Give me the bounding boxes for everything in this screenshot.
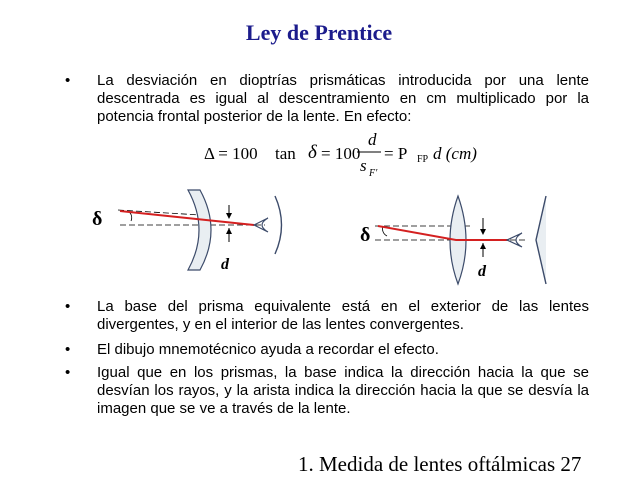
bullet-item <box>65 341 589 359</box>
formula-denominator: s <box>360 156 367 175</box>
bullet-item <box>65 72 589 126</box>
right-d-label: d <box>478 263 486 280</box>
d-arrowhead-top <box>226 213 232 219</box>
prentice-formula <box>0 130 638 178</box>
prism-mnemonic-icon <box>275 196 282 254</box>
formula-delta: δ <box>308 142 317 163</box>
bullet-text: El dibujo mnemotécnico ayuda a recordar el efecto. <box>97 341 439 358</box>
bullet-dot: • <box>65 72 71 89</box>
left-delta-label: δ <box>92 208 103 230</box>
left-diagram <box>92 190 282 273</box>
bullet-text: Igual que en los prismas, la base indica la dirección hacia la que se desvían los rayos, y la arista indica la dirección hacia la que se desvía la imagen que se ve a través de la lente. <box>97 364 589 417</box>
bullet-dot: • <box>65 364 71 381</box>
formula-eq3: = P <box>384 144 408 163</box>
right-diagram <box>360 196 546 284</box>
formula-eq2: = 100 <box>321 144 361 163</box>
bullet-text: La base del prisma equivalente está en el exterior de las lentes divergentes, y en el interior de las lentes convergentes. <box>97 298 589 333</box>
bullet-dot: • <box>65 298 71 315</box>
formula-rhs: d (cm) <box>433 144 477 163</box>
ray-path <box>120 211 254 225</box>
angle-arc <box>128 211 132 221</box>
right-delta-label: δ <box>360 224 371 246</box>
eye-icon <box>254 218 268 232</box>
formula-tan: tan <box>275 144 296 163</box>
slide-footer: 1. Medida de lentes oftálmicas 27 <box>298 452 582 476</box>
eye-icon <box>507 233 522 247</box>
reference-line <box>118 210 200 215</box>
d-arrowhead-bottom <box>226 228 232 234</box>
d-arrowhead-top <box>480 229 486 235</box>
slide-title: Ley de Prentice <box>245 20 393 45</box>
d-arrowhead-bottom <box>480 243 486 249</box>
bullet-text: La desviación en dioptrías prismáticas introducida por una lente descentrada es igual al descentramiento en cm multiplicado por la potencia frontal posterior de la lente. En efecto: <box>97 72 589 125</box>
formula-numerator: d <box>368 130 377 149</box>
left-d-label: d <box>221 256 229 273</box>
formula-lhs: Δ = 100 <box>204 144 258 163</box>
angle-arc <box>382 226 387 236</box>
prism-mnemonic-icon <box>536 196 546 284</box>
ray-path <box>378 226 508 240</box>
convex-lens <box>450 196 466 284</box>
formula-denominator-sub: F′ <box>369 168 378 179</box>
bullet-item <box>65 298 589 334</box>
bullet-dot: • <box>65 341 71 358</box>
formula-sub-fp: FP <box>417 154 429 165</box>
bullet-item <box>65 364 589 418</box>
concave-lens <box>188 190 211 270</box>
